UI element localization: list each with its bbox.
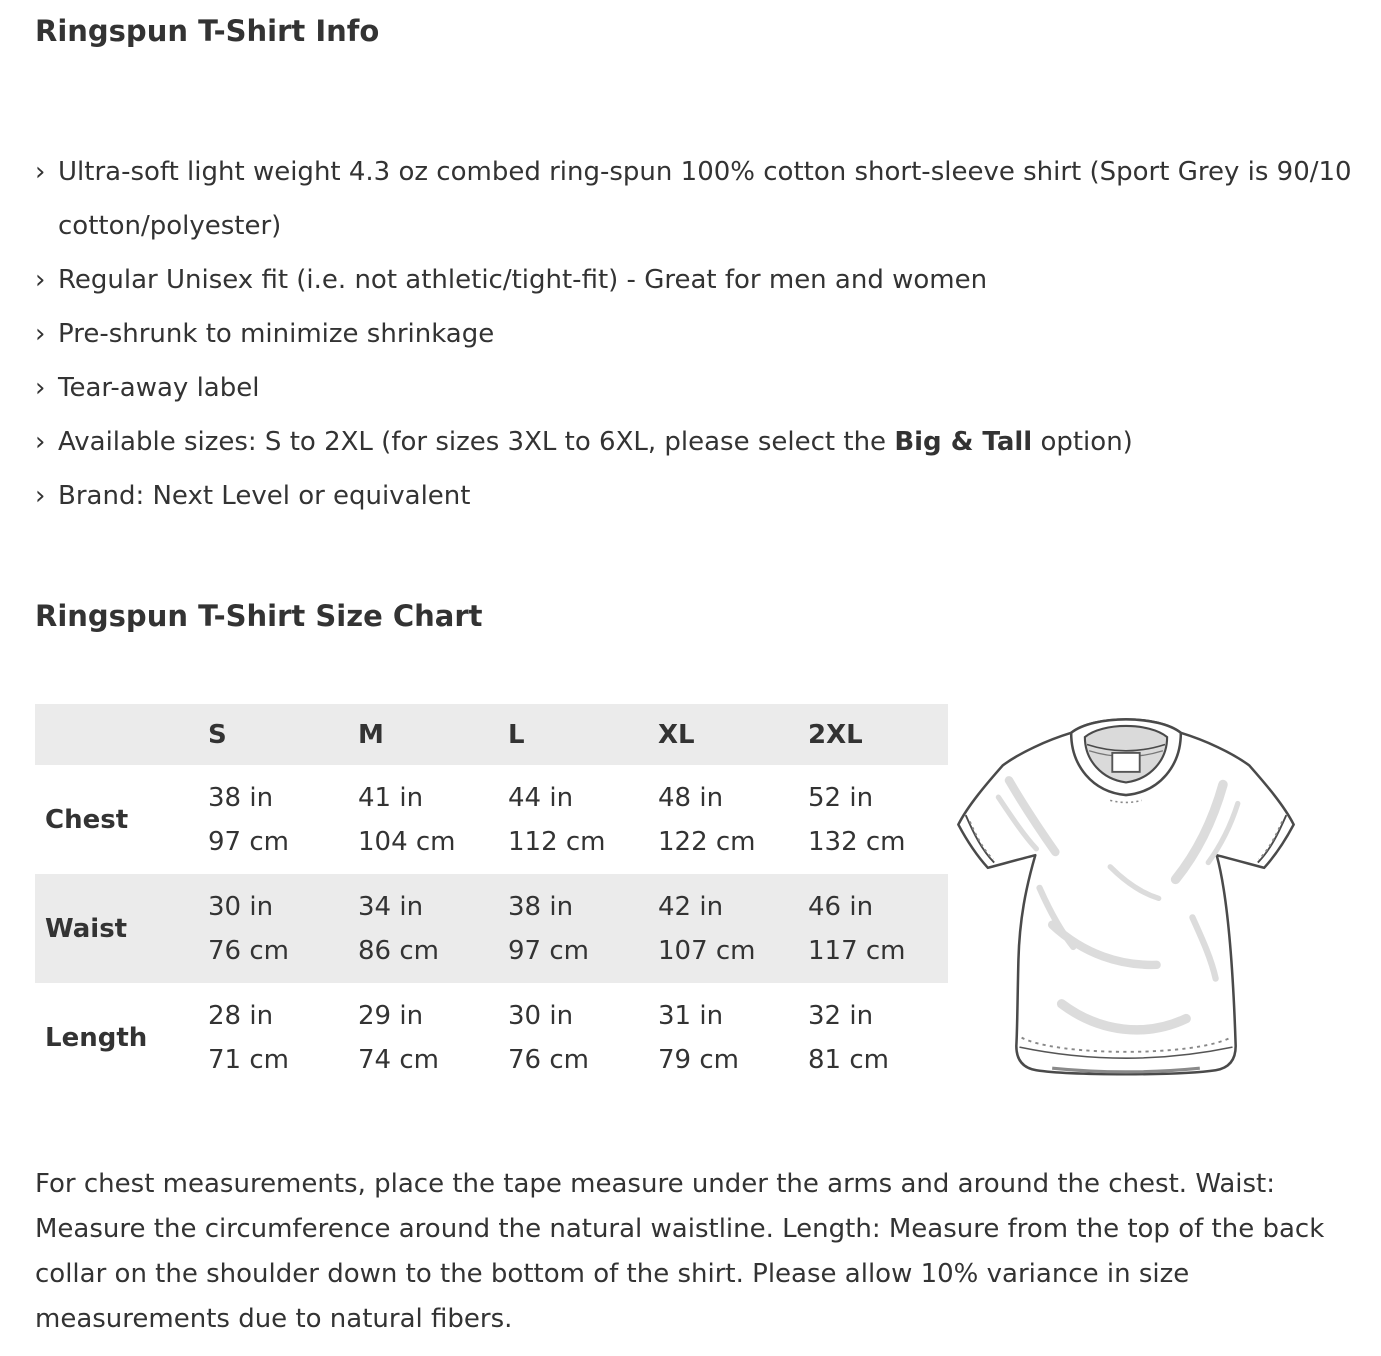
table-row-length	[35, 983, 948, 1092]
size-cell: 32 in 81 cm	[808, 1000, 889, 1075]
corner-cell	[35, 704, 198, 765]
size-cell: 41 in 104 cm	[358, 782, 456, 857]
size-chart-header-row	[35, 704, 948, 765]
size-cell: 42 in 107 cm	[658, 891, 756, 966]
column-header-m: M	[358, 719, 384, 750]
size-cell: 48 in 122 cm	[658, 782, 756, 857]
size-chart-title: Ringspun T-Shirt Size Chart	[35, 599, 483, 633]
size-cell: 28 in 71 cm	[208, 1000, 289, 1075]
bullet-icon: ›	[35, 373, 46, 403]
bullet-icon: ›	[35, 319, 46, 349]
row-label: Waist	[45, 913, 128, 944]
feature-text: Ultra-soft light weight 4.3 oz combed ring-spun 100% cotton short-sleeve shirt (Sport Grey is 90/10 cotton/polyester)	[58, 157, 1352, 241]
feature-text: Regular Unisex fit (i.e. not athletic/tight-fit) - Great for men and women	[58, 265, 988, 295]
feature-item	[35, 307, 1353, 361]
row-label: Chest	[45, 804, 129, 835]
bullet-icon: ›	[35, 481, 46, 511]
column-header-xl: XL	[658, 719, 695, 750]
size-cell: 34 in 86 cm	[358, 891, 439, 966]
feature-item	[35, 415, 1353, 469]
column-header-l: L	[508, 719, 525, 750]
feature-text: Brand: Next Level or equivalent	[58, 481, 471, 511]
feature-text: Available sizes: S to 2XL (for sizes 3XL to 6XL, please select the Big & Tall option)	[58, 427, 1133, 457]
column-header-2xl: 2XL	[808, 719, 863, 750]
bullet-icon: ›	[35, 157, 46, 187]
bullet-icon: ›	[35, 265, 46, 295]
column-header-s: S	[208, 719, 227, 750]
size-cell: 38 in 97 cm	[508, 891, 589, 966]
tshirt-illustration-icon	[952, 698, 1300, 1083]
size-cell: 52 in 132 cm	[808, 782, 906, 857]
feature-item	[35, 253, 1353, 307]
feature-text: Pre-shrunk to minimize shrinkage	[58, 319, 495, 349]
row-label: Length	[45, 1022, 148, 1053]
size-cell: 30 in 76 cm	[208, 891, 289, 966]
size-cell: 30 in 76 cm	[508, 1000, 589, 1075]
size-cell: 46 in 117 cm	[808, 891, 906, 966]
feature-text: Tear-away label	[58, 373, 260, 403]
feature-list	[35, 145, 1353, 523]
page-title: Ringspun T-Shirt Info	[35, 14, 380, 48]
table-row-chest	[35, 765, 948, 874]
feature-item	[35, 469, 1353, 523]
size-chart-table	[35, 704, 948, 1092]
bullet-icon: ›	[35, 427, 46, 457]
feature-item	[35, 361, 1353, 415]
size-cell: 31 in 79 cm	[658, 1000, 739, 1075]
size-cell: 29 in 74 cm	[358, 1000, 439, 1075]
measurement-note: For chest measurements, place the tape measure under the arms and around the chest. Waist: Measure the circumference around the natural waistline. Length: Measure from the top of the back collar on the shoulder down to the bottom of the shirt. Please allow 10% variance in size measurements due to natural fibers.	[35, 1169, 1325, 1334]
size-cell: 38 in 97 cm	[208, 782, 289, 857]
feature-item	[35, 145, 1353, 253]
size-cell: 44 in 112 cm	[508, 782, 606, 857]
table-row-waist	[35, 874, 948, 983]
